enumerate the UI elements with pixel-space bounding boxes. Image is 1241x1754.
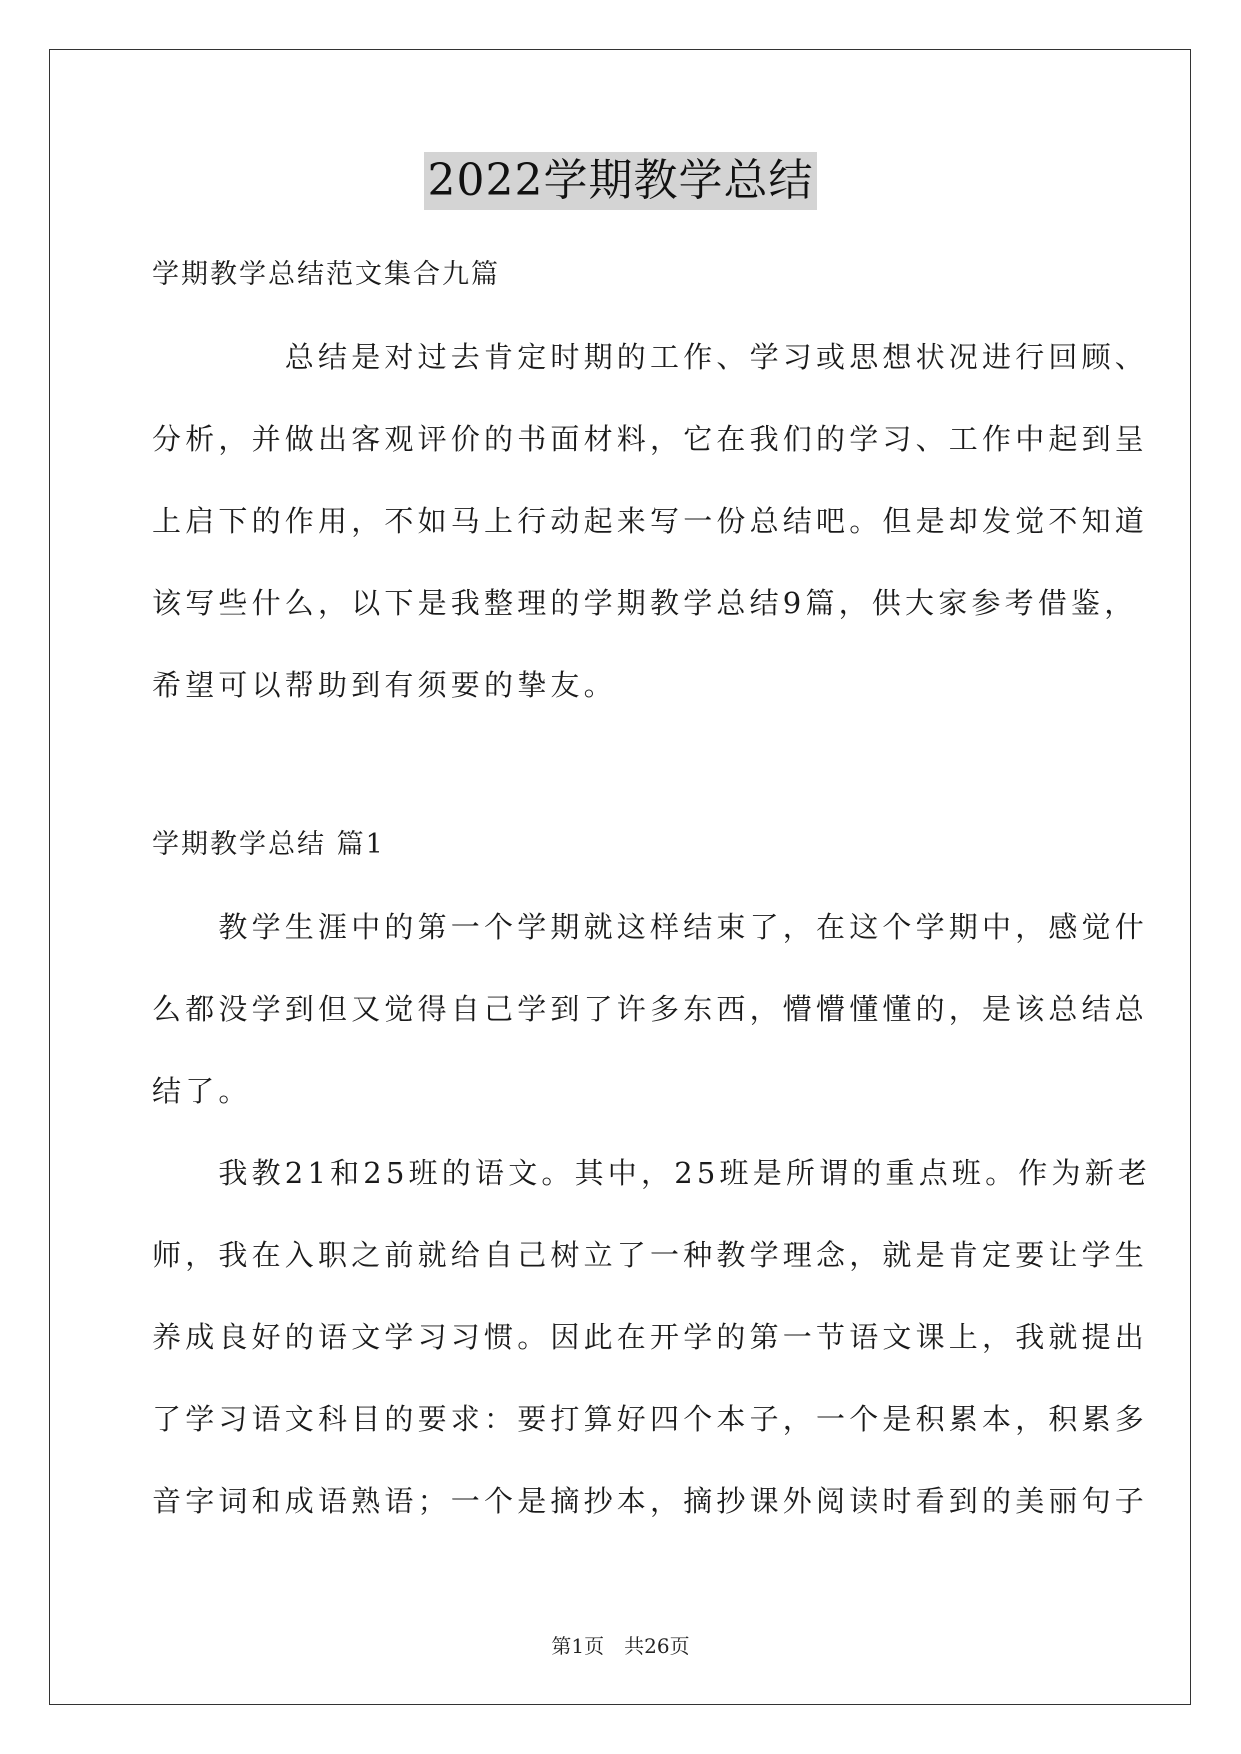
section-heading: 学期教学总结 篇1 xyxy=(152,829,385,860)
page-total: 共26页 xyxy=(624,1634,690,1658)
paragraph-line: 养成良好的语文学习习惯。因此在开学的第一节语文课上，我就提出 xyxy=(152,1320,1149,1354)
section1-paragraph-1 xyxy=(152,886,1149,1132)
page-number: 第1页 xyxy=(551,1634,605,1658)
paragraph-line: 我教21和25班的语文。其中，25班是所谓的重点班。作为新老 xyxy=(152,1156,1152,1190)
intro-line: 总结是对过去肯定时期的工作、学习或思想状况进行回顾、 xyxy=(152,340,1149,374)
intro-line: 分析，并做出客观评价的书面材料，它在我们的学习、工作中起到呈 xyxy=(152,422,1149,456)
paragraph-line: 音字词和成语熟语；一个是摘抄本，摘抄课外阅读时看到的美丽句子 xyxy=(152,1484,1149,1518)
intro-line: 该写些什么，以下是我整理的学期教学总结9篇，供大家参考借鉴， xyxy=(152,586,1138,620)
intro-line: 上启下的作用，不如马上行动起来写一份总结吧。但是却发觉不知道 xyxy=(152,504,1149,538)
title-container xyxy=(0,152,1241,210)
document-subtitle: 学期教学总结范文集合九篇 xyxy=(152,259,500,290)
paragraph-line: 教学生涯中的第一个学期就这样结束了，在这个学期中，感觉什 xyxy=(152,910,1149,944)
paragraph-line: 么都没学到但又觉得自己学到了许多东西，懵懵懂懂的，是该总结总 xyxy=(152,992,1149,1026)
page-footer xyxy=(0,1630,1241,1659)
intro-paragraph xyxy=(152,316,1149,726)
document-title: 2022学期教学总结 xyxy=(424,152,818,210)
intro-line: 希望可以帮助到有须要的挚友。 xyxy=(152,668,617,702)
paragraph-line: 了学习语文科目的要求：要打算好四个本子，一个是积累本，积累多 xyxy=(152,1402,1149,1436)
section1-paragraph-2 xyxy=(152,1132,1152,1542)
paragraph-line: 师，我在入职之前就给自己树立了一种教学理念，就是肯定要让学生 xyxy=(152,1238,1149,1272)
paragraph-line: 结了。 xyxy=(152,1074,252,1108)
document-body xyxy=(152,232,1152,1542)
